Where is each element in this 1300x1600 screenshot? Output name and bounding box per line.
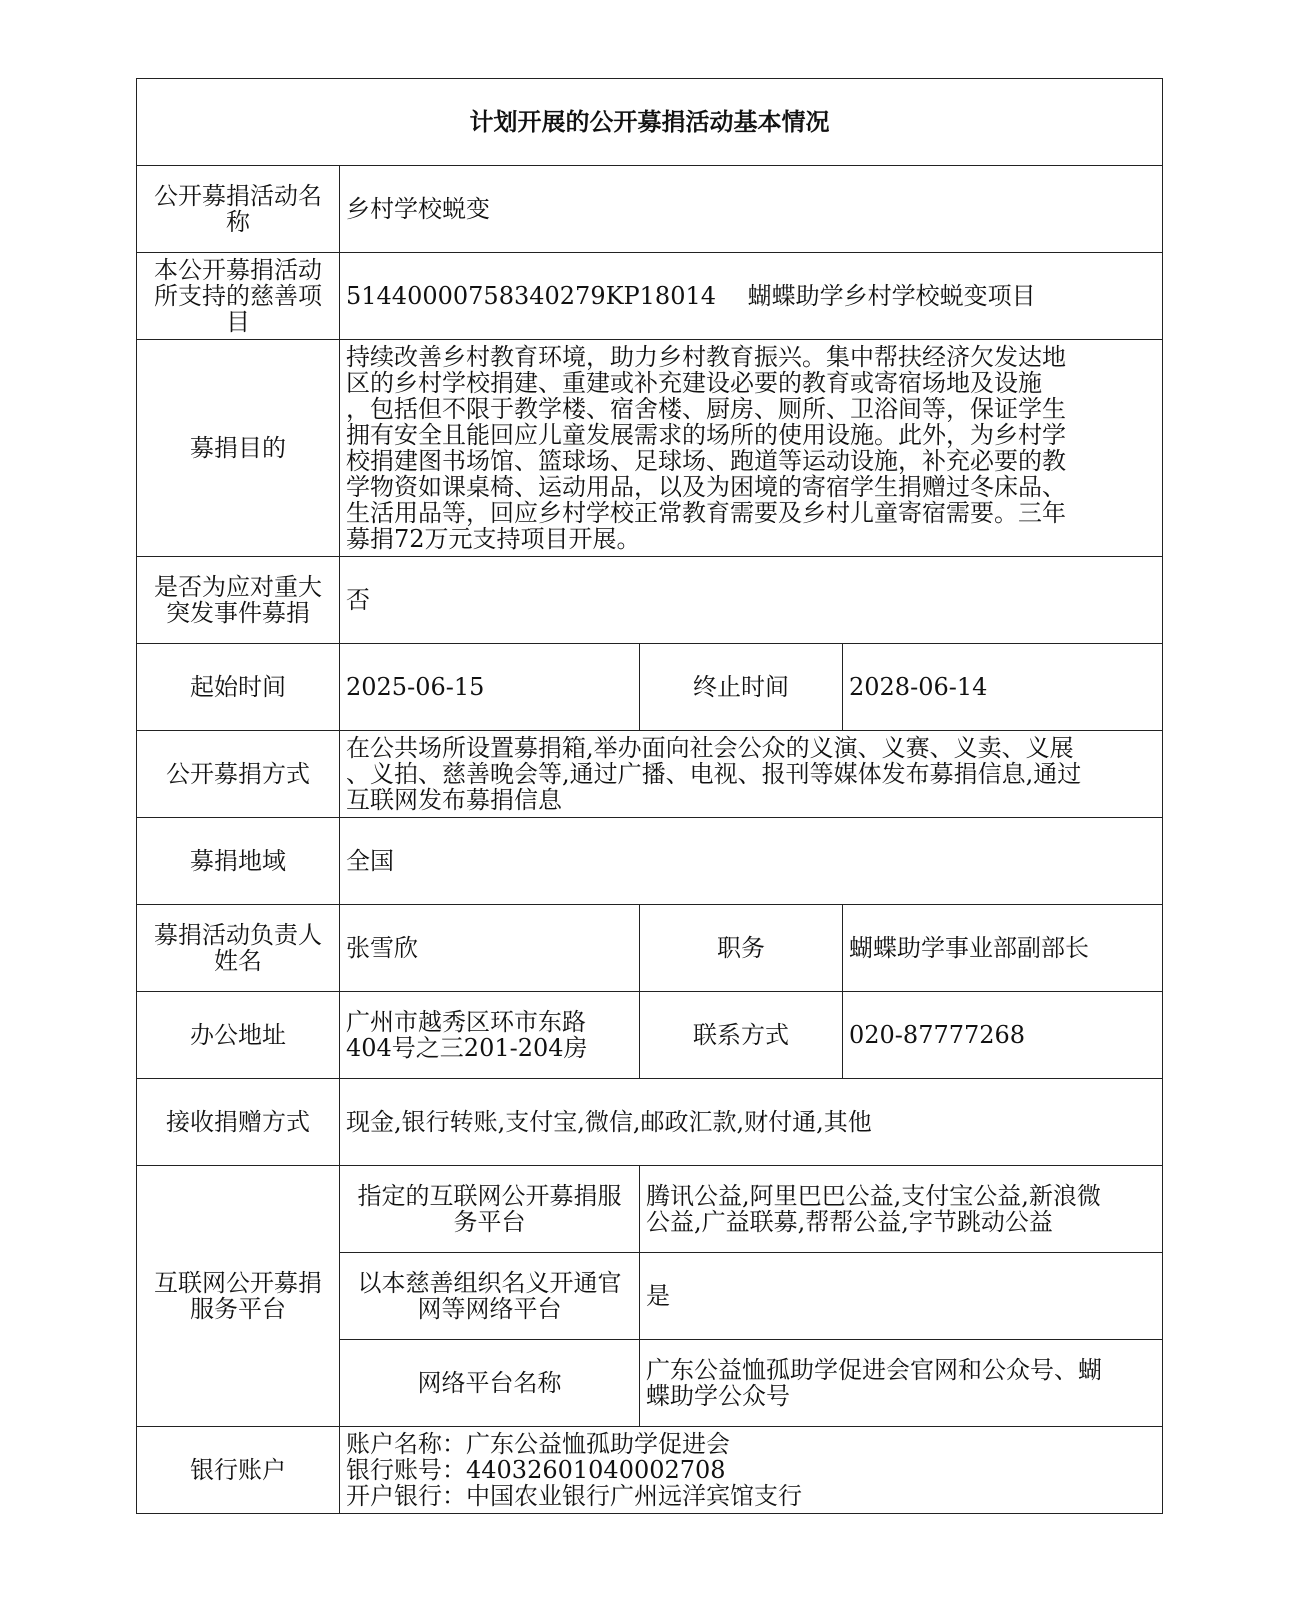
internet-platform-label: 互联网公开募捐 服务平台: [137, 1166, 340, 1427]
site-name-label: 网络平台名称: [340, 1340, 640, 1427]
start-time-label: 起始时间: [137, 644, 340, 731]
bank-label: 银行账户: [137, 1427, 340, 1514]
end-time-label: 终止时间: [640, 644, 843, 731]
method-value: 在公共场所设置募捐箱,举办面向社会公众的义演、义赛、义卖、义展 、义拍、慈善晚会等,通过广播、电视、报刊等媒体发布募捐信息,通过 互联网发布募捐信息: [340, 731, 1163, 818]
start-time-value: 2025-06-15: [340, 644, 640, 731]
end-time-value: 2028-06-14: [843, 644, 1163, 731]
own-site-label: 以本慈善组织名义开通官 网等网络平台: [340, 1253, 640, 1340]
method-label: 公开募捐方式: [137, 731, 340, 818]
emergency-value: 否: [340, 557, 1163, 644]
supported-project-value: 51440000758340279KP18014 蝴蝶助学乡村学校蜕变项目: [340, 253, 1163, 340]
fundraising-info-table: [136, 78, 1163, 1514]
region-value: 全国: [340, 818, 1163, 905]
table-title: 计划开展的公开募捐活动基本情况: [137, 79, 1163, 166]
contact-label: 联系方式: [640, 992, 843, 1079]
own-site-value: 是: [640, 1253, 1163, 1340]
office-label: 办公地址: [137, 992, 340, 1079]
office-value: 广州市越秀区环市东路 404号之三201-204房: [340, 992, 640, 1079]
receive-label: 接收捐赠方式: [137, 1079, 340, 1166]
leader-value: 张雪欣: [340, 905, 640, 992]
position-value: 蝴蝶助学事业部副部长: [843, 905, 1163, 992]
designated-platform-value: 腾讯公益,阿里巴巴公益,支付宝公益,新浪微 公益,广益联募,帮帮公益,字节跳动公益: [640, 1166, 1163, 1253]
emergency-label: 是否为应对重大 突发事件募捐: [137, 557, 340, 644]
activity-name-label: 公开募捐活动名 称: [137, 166, 340, 253]
contact-value: 020-87777268: [843, 992, 1163, 1079]
designated-platform-label: 指定的互联网公开募捐服 务平台: [340, 1166, 640, 1253]
supported-project-label: 本公开募捐活动 所支持的慈善项 目: [137, 253, 340, 340]
purpose-value: 持续改善乡村教育环境，助力乡村教育振兴。集中帮扶经济欠发达地 区的乡村学校捐建、重建或补充建设必要的教育或寄宿场地及设施 ，包括但不限于教学楼、宿舍楼、厨房、厕所、卫浴间等，保证学生 拥有安全且能回应儿童发展需求的场所的使用设施。此外，为乡村学 校捐建图书场馆、篮球场、足球场、跑道等运动设施，补充必要的教 学物资如课桌椅、运动用品，以及为困境的寄宿学生捐赠过冬床品、 生活用品等，回应乡村学校正常教育需要及乡村儿童寄宿需要。三年 募捐72万元支持项目开展。: [340, 340, 1163, 557]
purpose-label: 募捐目的: [137, 340, 340, 557]
site-name-value: 广东公益恤孤助学促进会官网和公众号、蝴 蝶助学公众号: [640, 1340, 1163, 1427]
region-label: 募捐地域: [137, 818, 340, 905]
bank-value: 账户名称：广东公益恤孤助学促进会 银行账号：44032601040002708 开户银行：中国农业银行广州远洋宾馆支行: [340, 1427, 1163, 1514]
receive-value: 现金,银行转账,支付宝,微信,邮政汇款,财付通,其他: [340, 1079, 1163, 1166]
activity-name-value: 乡村学校蜕变: [340, 166, 1163, 253]
leader-label: 募捐活动负责人 姓名: [137, 905, 340, 992]
position-label: 职务: [640, 905, 843, 992]
